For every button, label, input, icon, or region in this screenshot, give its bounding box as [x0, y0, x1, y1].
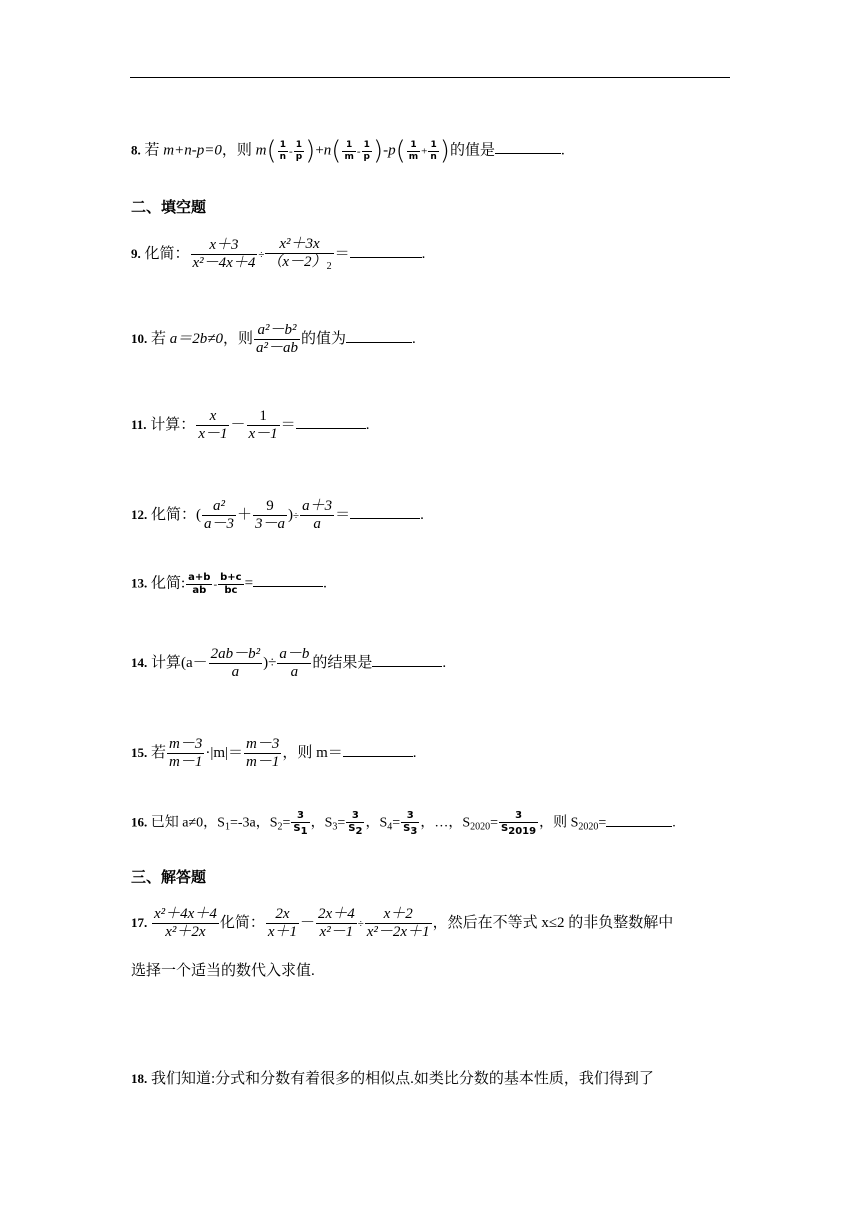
question-11: 11. 计算： $\frac{x}{x-1}$ － $\frac{1}{x-1}$ ＝ .	[131, 408, 370, 443]
answer-blank	[372, 654, 442, 667]
question-16: 16. 已知 a≠0，$S_1=-3a$，$S_2=$ $\frac{3}{S_1}$ ，$S_3=$ $\frac{3}{S_2}$ ，$S_4=$ $\frac{3}{S_3}$ ，…，$S_{2020}=$ $\frac{3}{S_{2019}}$ ，则 $S_{2020}=$ .	[131, 810, 676, 837]
question-10: 10. 若 a＝2b≠0，则 $\frac{\text{a²－b²}}{\text{a²－ab}}$ 的值为 .	[131, 322, 416, 357]
question-13: 13. 化简: $\frac{a+b}{ab}$ - $\frac{b+c}{bc}$ = .	[131, 572, 327, 596]
question-17-line2: 选择一个适当的数代入求值.	[131, 963, 315, 979]
section-solutions: 三、解答题	[131, 868, 207, 886]
answer-blank	[350, 506, 420, 519]
section-fill-in: 二、填空题	[131, 198, 207, 216]
answer-blank	[350, 245, 422, 258]
header-rule	[130, 77, 730, 78]
question-18: 18. 我们知道:分式和分数有着很多的相似点.如类比分数的基本性质，我们得到了	[131, 1071, 654, 1087]
answer-blank	[343, 744, 413, 757]
question-15: 15. 若 $\frac{m-3}{m-1}$ ·|m|＝ $\frac{m-3}{m-1}$ ，则 m＝ .	[131, 736, 417, 771]
answer-blank	[606, 814, 672, 827]
answer-blank	[346, 330, 412, 343]
answer-blank	[495, 141, 561, 154]
answer-blank	[253, 574, 323, 587]
question-12: 12. 化简：( $\frac{\text{a²}}{a-3}$ ＋ $\frac{9}{3-a}$ )÷ $\frac{a+3}{a}$ ＝ .	[131, 498, 424, 533]
question-17: 17. $\frac{\text{x²＋4x＋4}}{\text{x²＋2x}}$ 化简： $\frac{2x}{x+1}$ － $\frac{2x+4}{\text{x²－1}}$ ÷ $\frac{x+2}{\text{x²－2x＋1}}$ ，然后在不等式 x≤2 的非负整数解中	[131, 906, 674, 941]
question-9: 9. 化简： $\frac{x+3}{\text{x²－4x＋4}}$ ÷ $\frac{\text{x²＋3x}}{(x-2)_2}$ ＝ .	[131, 236, 426, 273]
answer-blank	[296, 416, 366, 429]
question-8: 8. 若 m+n-p=0，则 m( $\frac{1}{n}$ - $\frac{1}{p}$ )+n( $\frac{1}{m}$ - $\frac{1}{p}$ )-p( $\frac{1}{m}$ + $\frac{1}{n}$ )的值是 .	[131, 136, 565, 166]
question-14: 14. 计算(a－ $\frac{\text{2ab－b²}}{a}$ )÷ $\frac{a-b}{a}$ 的结果是 .	[131, 646, 447, 681]
